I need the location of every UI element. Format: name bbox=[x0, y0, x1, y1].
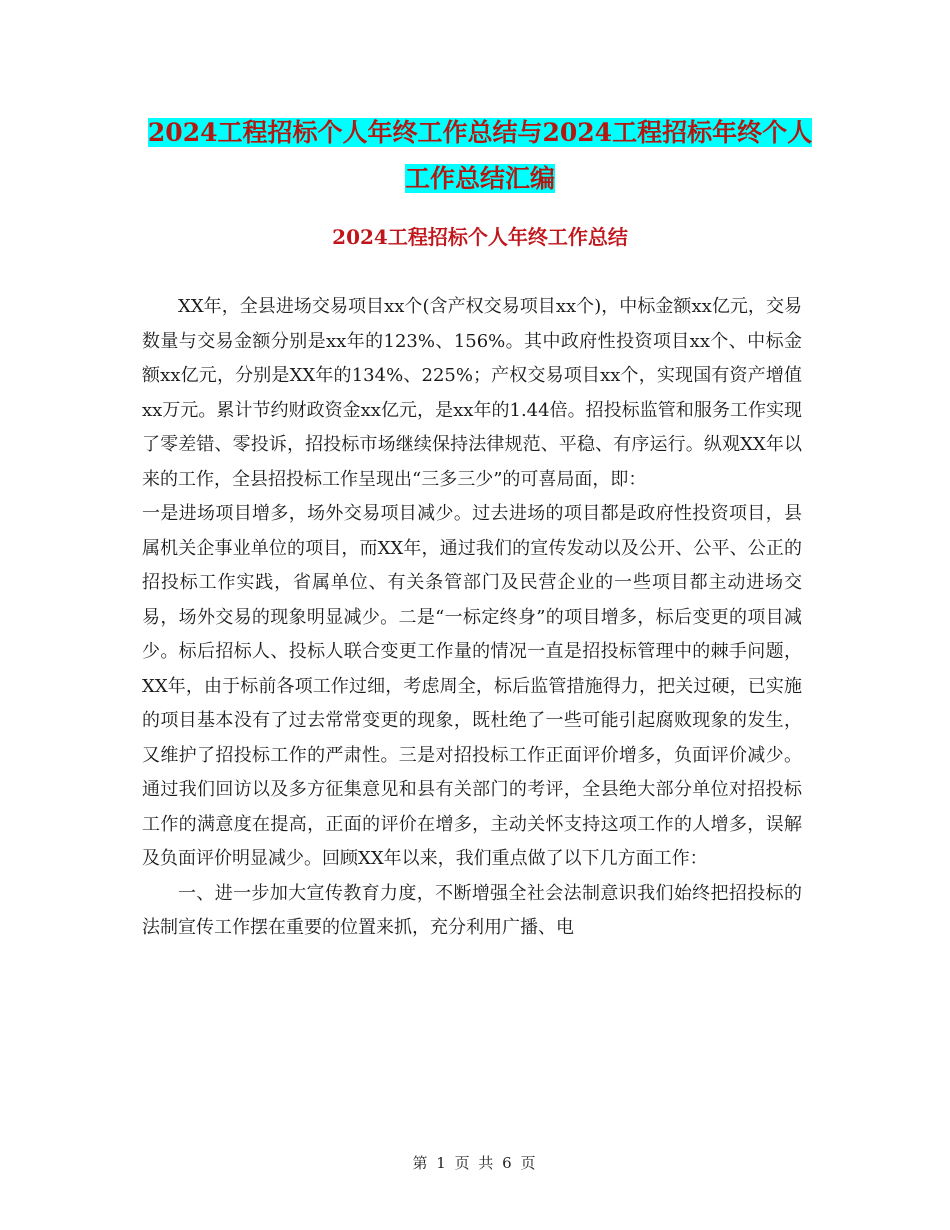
document-title bbox=[140, 110, 820, 202]
paragraph-intro: XX年，全县进场交易项目xx个(含产权交易项目xx个)，中标金额xx亿元，交易数量与交易金额分别是xx年的123%、156%。其中政府性投资项目xx个、中标金额xx亿元，分别是XX年的134%、225%；产权交易项目xx个，实现国有资产增值xx万元。累计节约财政资金xx亿元，是xx年的1.44倍。招投标监管和服务工作实现了零差错、零投诉，招投标市场继续保持法律规范、平稳、有序运行。纵观XX年以来的工作，全县招投标工作呈现出“三多三少”的可喜局面，即： bbox=[142, 296, 802, 490]
page-number-footer: 第 1 页 共 6 页 bbox=[412, 1154, 538, 1172]
section-title: 2024工程招标个人年终工作总结 bbox=[332, 225, 628, 249]
paragraph-three-points: 一是进场项目增多，场外交易项目减少。过去进场的项目都是政府性投资项目，县属机关企事业单位的项目，而XX年，通过我们的宣传发动以及公开、公平、公正的招投标工作实践，省属单位、有关条管部门及民营企业的一些项目都主动进场交易，场外交易的现象明显减少。二是“一标定终身”的项目增多，标后变更的项目减少。标后招标人、投标人联合变更工作量的情况一直是招投标管理中的棘手问题，XX年，由于标前各项工作过细，考虑周全，标后监管措施得力，把关过硬，已实施的项目基本没有了过去常常变更的现象，既杜绝了一些可能引起腐败现象的发生，又维护了招投标工作的严肃性。三是对招投标工作正面评价增多，负面评价减少。通过我们回访以及多方征集意见和县有关部门的考评，全县绝大部分单位对招投标工作的满意度在提高，正面的评价在增多，主动关怀支持这项工作的人增多，误解及负面评价明显减少。回顾XX年以来，我们重点做了以下几方面工作： bbox=[142, 503, 802, 869]
paragraph-section-one: 一、进一步加大宣传教育力度，不断增强全社会法制意识我们始终把招投标的法制宣传工作摆在重要的位置来抓，充分利用广播、电 bbox=[142, 882, 802, 938]
document-title-text: 2024工程招标个人年终工作总结与2024工程招标年终个人工作总结汇编 bbox=[147, 118, 813, 193]
document-body bbox=[142, 290, 802, 946]
